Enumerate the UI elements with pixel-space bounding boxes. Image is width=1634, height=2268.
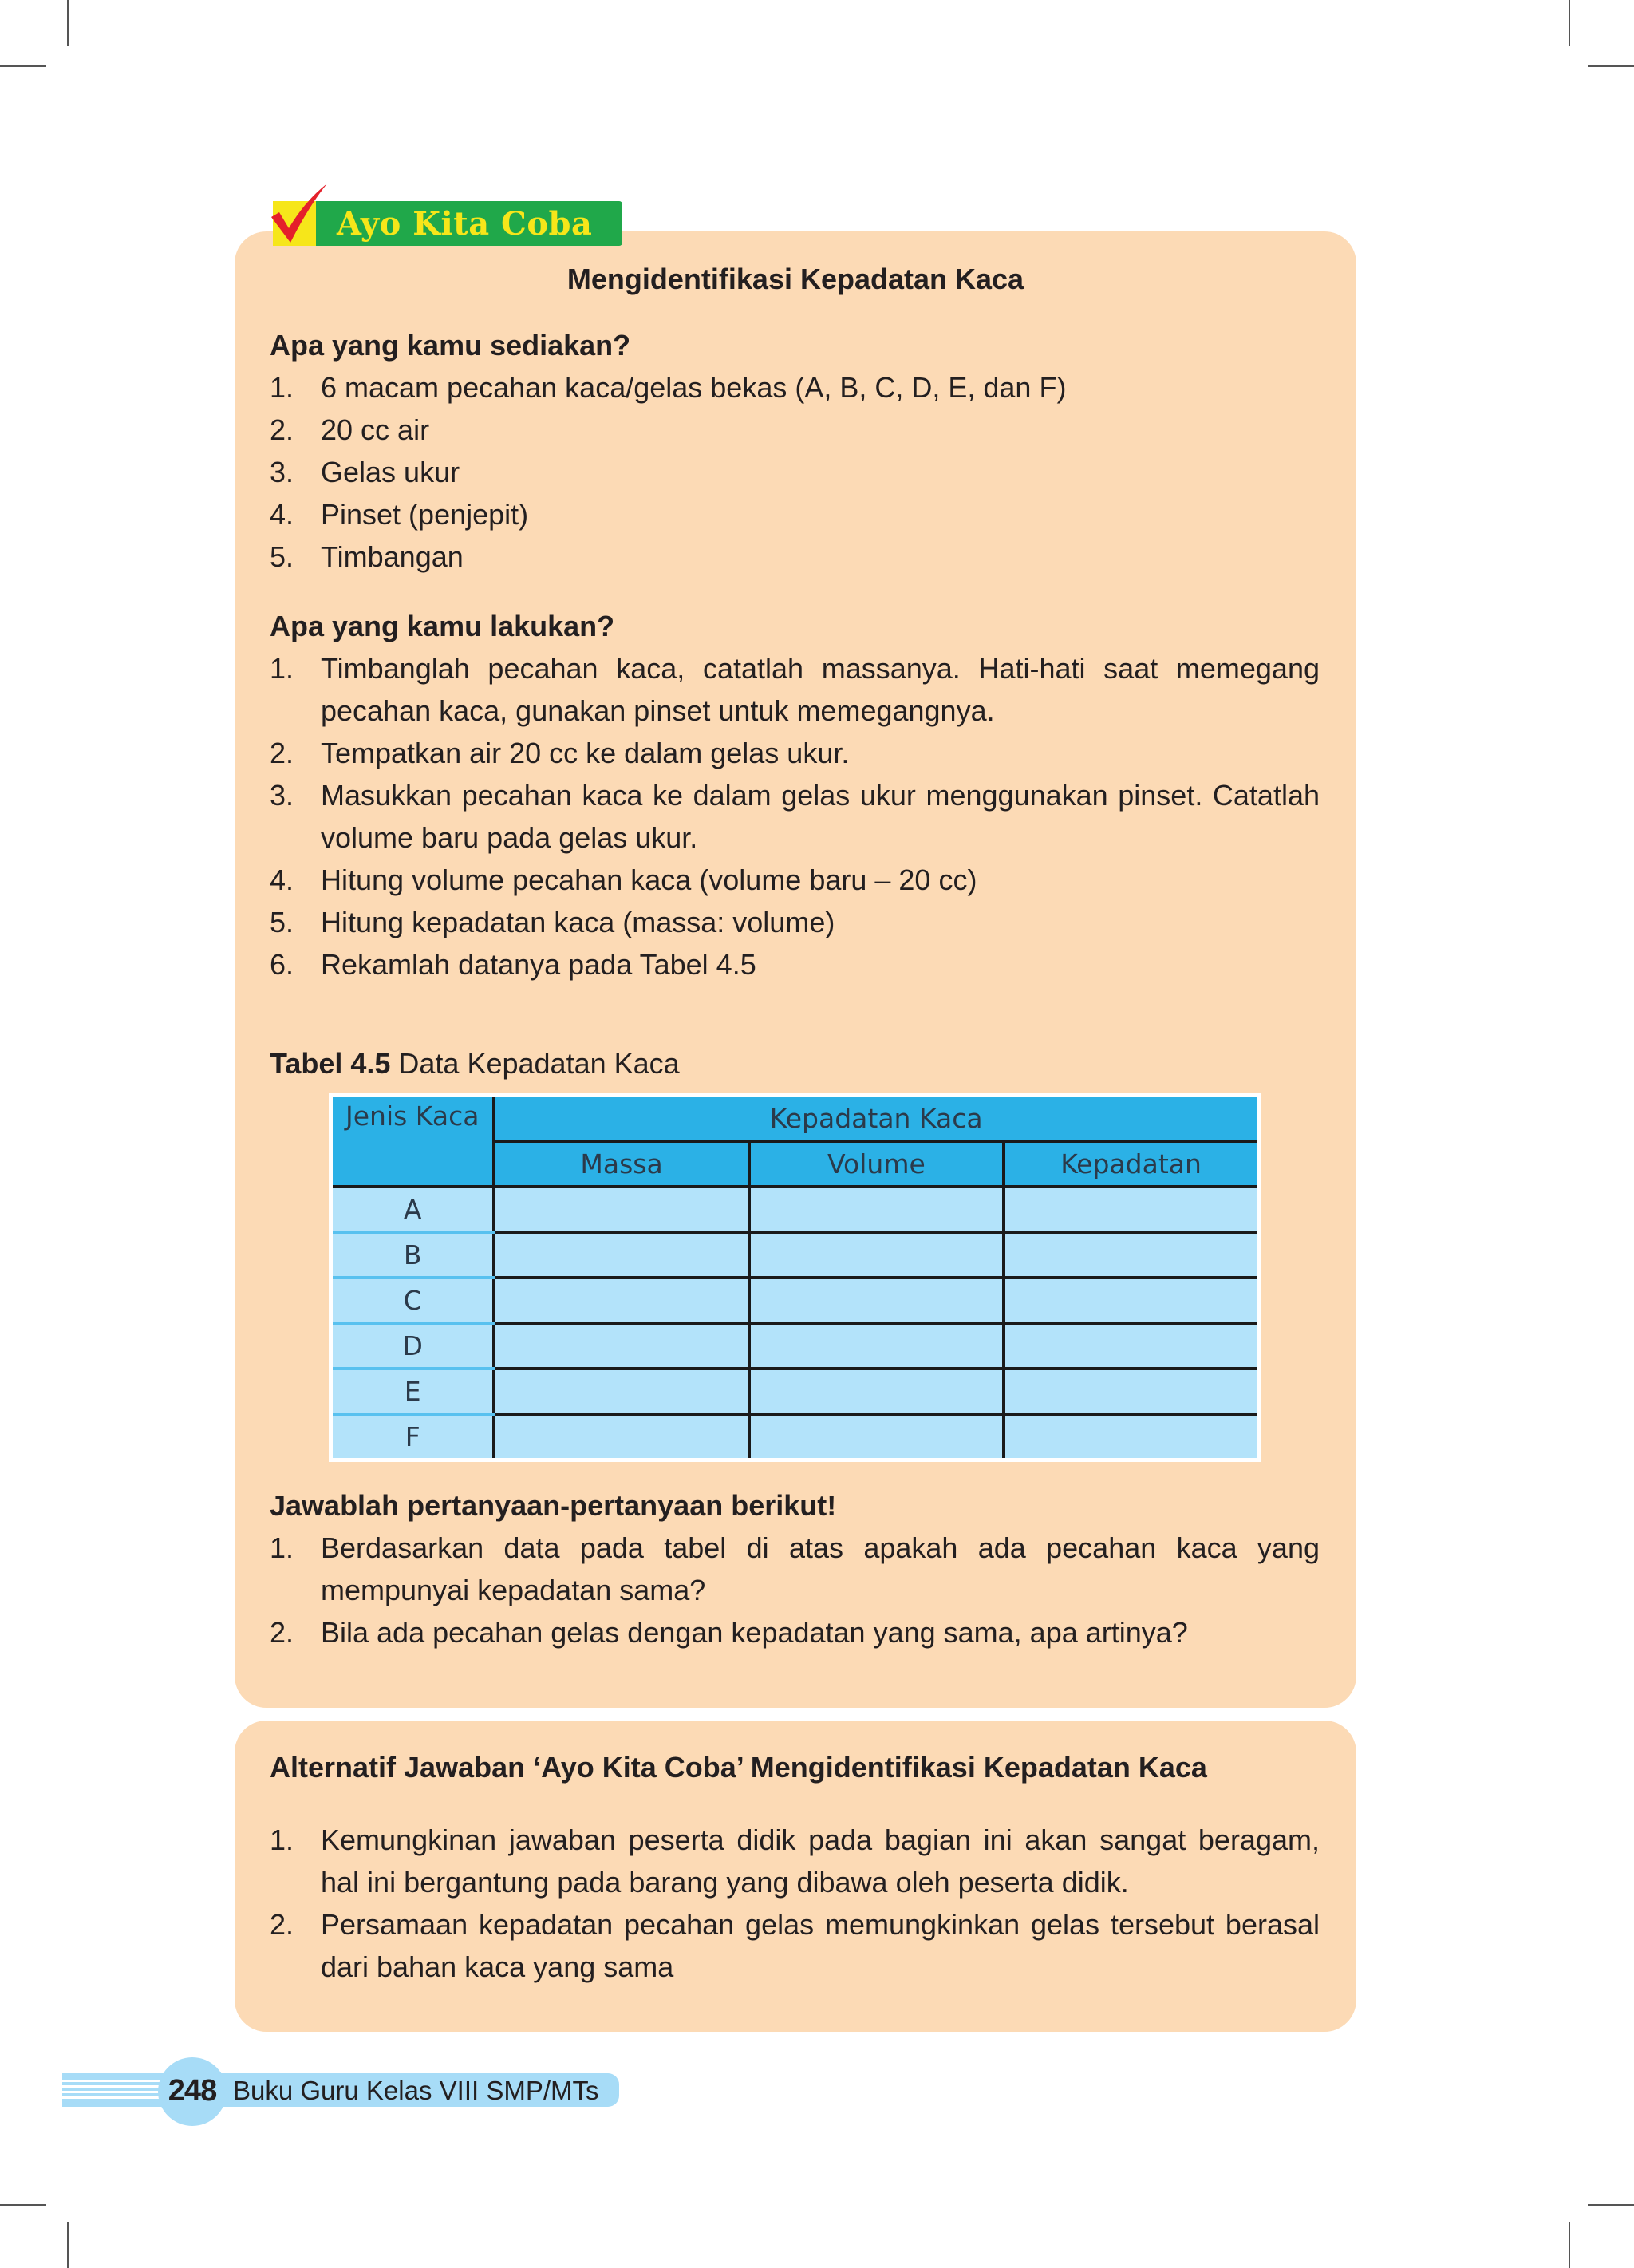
crop-mark	[67, 0, 69, 46]
item-text: Hitung kepadatan kaca (massa: volume)	[321, 906, 835, 938]
header-kepadatan-kaca: Kepadatan Kaca	[494, 1096, 1258, 1142]
table-cell	[494, 1323, 748, 1369]
table-caption	[270, 1044, 680, 1084]
table-cell	[749, 1187, 1004, 1232]
list-item	[270, 535, 1320, 578]
crop-mark	[67, 2222, 69, 2268]
header-kepadatan: Kepadatan	[1004, 1141, 1258, 1187]
table-cell	[1004, 1369, 1258, 1414]
table-cell	[1004, 1278, 1258, 1323]
table-cell	[494, 1232, 748, 1278]
list-item	[270, 647, 1320, 732]
table-row	[331, 1187, 1259, 1232]
row-label: F	[331, 1414, 495, 1460]
crop-mark	[1588, 65, 1634, 67]
item-text: Rekamlah datanya pada Tabel 4.5	[321, 948, 756, 981]
table-header-row	[331, 1096, 1259, 1142]
row-label: C	[331, 1278, 495, 1323]
answers-heading: Alternatif Jawaban ‘Ayo Kita Coba’ Mengidentifikasi Kepadatan Kaca	[270, 1751, 1207, 1784]
table-row	[331, 1323, 1259, 1369]
item-number: 2.	[270, 737, 294, 769]
list-item	[270, 1819, 1320, 1903]
ayo-kita-coba-badge	[268, 182, 626, 247]
answers-section	[270, 1746, 1320, 1988]
item-text: Hitung volume pecahan kaca (volume baru – 20 cc)	[321, 863, 977, 896]
table-cell	[494, 1414, 748, 1460]
table-cell	[494, 1187, 748, 1232]
table-cell	[1004, 1187, 1258, 1232]
activity-title: Mengidentifikasi Kepadatan Kaca	[566, 263, 1024, 295]
list-item	[270, 451, 1320, 493]
table-cell	[494, 1369, 748, 1414]
item-number: 2.	[270, 1908, 294, 1941]
list-item	[270, 901, 1320, 943]
item-number: 5.	[270, 540, 294, 573]
list-item	[270, 366, 1320, 409]
table-cell	[494, 1278, 748, 1323]
header-volume: Volume	[749, 1141, 1004, 1187]
table-cell	[1004, 1414, 1258, 1460]
item-text: 20 cc air	[321, 413, 430, 446]
item-number: 3.	[270, 779, 294, 812]
item-text: Pinset (penjepit)	[321, 498, 529, 531]
item-text: Masukkan pecahan kaca ke dalam gelas ukur menggunakan pinset. Catatlah volume baru pada gelas ukur.	[321, 779, 1320, 854]
item-number: 6.	[270, 948, 294, 981]
row-label: E	[331, 1369, 495, 1414]
list-item	[270, 774, 1320, 859]
item-number: 5.	[270, 906, 294, 938]
materials-heading: Apa yang kamu sediakan?	[270, 329, 631, 362]
table-row	[331, 1232, 1259, 1278]
answers-list	[270, 1819, 1320, 1988]
item-text: 6 macam pecahan kaca/gelas bekas (A, B, C, D, E, dan F)	[321, 371, 1067, 404]
item-number: 2.	[270, 413, 294, 446]
table-cell	[1004, 1323, 1258, 1369]
table-cell	[749, 1323, 1004, 1369]
table-cell	[1004, 1232, 1258, 1278]
materials-section	[270, 324, 1320, 578]
density-table	[329, 1093, 1261, 1462]
item-number: 1.	[270, 371, 294, 404]
item-number: 3.	[270, 456, 294, 488]
materials-list	[270, 366, 1320, 578]
crop-mark	[1569, 0, 1570, 46]
item-text: Bila ada pecahan gelas dengan kepadatan yang sama, apa artinya?	[321, 1616, 1188, 1649]
item-text: Persamaan kepadatan pecahan gelas memungkinkan gelas tersebut berasal dari bahan kaca yang sama	[321, 1908, 1320, 1983]
table-row	[331, 1369, 1259, 1414]
list-item	[270, 1903, 1320, 1988]
row-label: B	[331, 1232, 495, 1278]
item-text: Berdasarkan data pada tabel di atas apakah ada pecahan kaca yang mempunyai kepadatan sama?	[321, 1531, 1320, 1606]
header-massa: Massa	[494, 1141, 748, 1187]
item-number: 2.	[270, 1616, 294, 1649]
item-text: Gelas ukur	[321, 456, 460, 488]
list-item	[270, 493, 1320, 535]
list-item	[270, 409, 1320, 451]
page-number: 248	[168, 2074, 217, 2108]
questions-list	[270, 1527, 1320, 1654]
questions-heading: Jawablah pertanyaan-pertanyaan berikut!	[270, 1489, 837, 1522]
item-text: Timbangan	[321, 540, 464, 573]
item-text: Timbanglah pecahan kaca, catatlah massanya. Hati-hati saat memegang pecahan kaca, gunakan pinset untuk memegangnya.	[321, 652, 1320, 727]
steps-section	[270, 605, 1320, 986]
table-cell	[749, 1278, 1004, 1323]
badge-label: Ayo Kita Coba	[337, 205, 593, 243]
crop-mark	[0, 65, 46, 67]
item-number: 1.	[270, 1823, 294, 1856]
crop-mark	[0, 2204, 46, 2206]
header-jenis-kaca: Jenis Kaca	[331, 1096, 495, 1187]
checkmark-icon	[268, 182, 332, 247]
steps-list	[270, 647, 1320, 986]
crop-mark	[1588, 2204, 1634, 2206]
list-item	[270, 943, 1320, 986]
list-item	[270, 732, 1320, 774]
table-caption-label: Tabel 4.5	[270, 1047, 391, 1080]
crop-mark	[1569, 2222, 1570, 2268]
table-caption-text: Data Kepadatan Kaca	[390, 1047, 680, 1080]
table-cell	[749, 1232, 1004, 1278]
item-text: Kemungkinan jawaban peserta didik pada bagian ini akan sangat beragam, hal ini bergantung pada barang yang dibawa oleh peserta didik.	[321, 1823, 1320, 1899]
row-label: A	[331, 1187, 495, 1232]
table-row	[331, 1278, 1259, 1323]
questions-section	[270, 1484, 1320, 1654]
list-item	[270, 1611, 1320, 1654]
table-row	[331, 1414, 1259, 1460]
row-label: D	[331, 1323, 495, 1369]
item-text: Tempatkan air 20 cc ke dalam gelas ukur.	[321, 737, 850, 769]
table-cell	[749, 1414, 1004, 1460]
item-number: 4.	[270, 498, 294, 531]
item-number: 1.	[270, 652, 294, 685]
item-number: 1.	[270, 1531, 294, 1564]
item-number: 4.	[270, 863, 294, 896]
list-item	[270, 859, 1320, 901]
steps-heading: Apa yang kamu lakukan?	[270, 610, 615, 642]
table-cell	[749, 1369, 1004, 1414]
book-title: Buku Guru Kelas VIII SMP/MTs	[233, 2076, 599, 2105]
list-item	[270, 1527, 1320, 1611]
